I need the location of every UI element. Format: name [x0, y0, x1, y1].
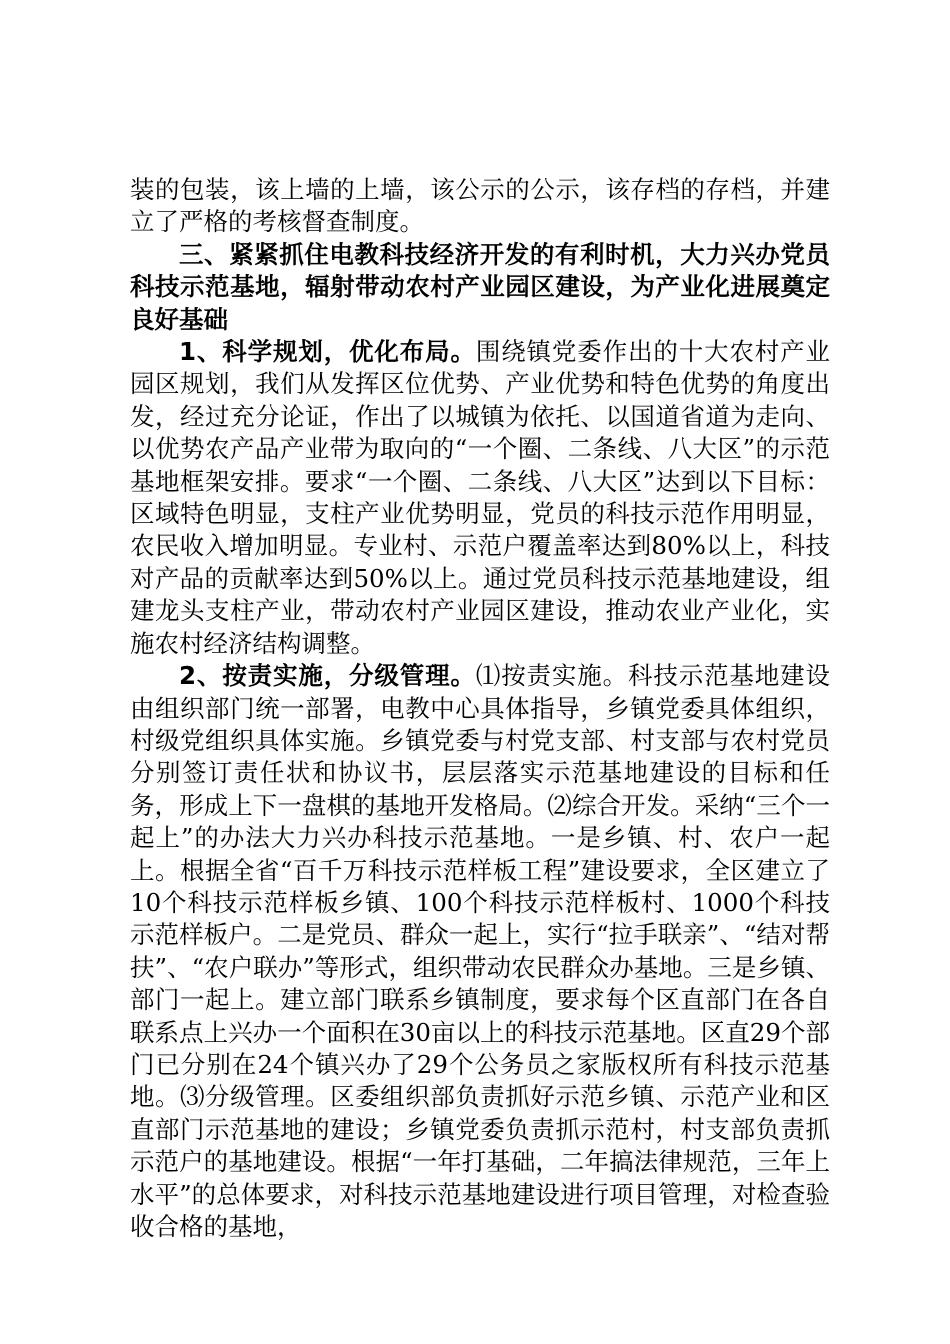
document-page [130, 174, 830, 1243]
paragraph-planning-lead: 1、科学规划，优化布局。 [179, 337, 476, 367]
paragraph-planning-body: 围绕镇党委作出的十大农村产业园区规划，我们从发挥区位优势、产业优势和特色优势的角度出发，经过充分论证，作出了以城镇为依托、以国道省道为走向、以优势农产品产业带为取向的“一个圈、二条线、八大区”的示范基地框架安排。要求“一个圈、二条线、八大区”达到以下目标：区域特色明显，支柱产业优势明显，党员的科技示范作用明显，农民收入增加明显。专业村、示范户覆盖率达到80%以上，科技对产品的贡献率达到50%以上。通过党员科技示范基地建设，组建龙头支柱产业，带动农村产业园区建设，推动农业产业化，实施农村经济结构调整。 [130, 337, 830, 658]
paragraph-planning [130, 336, 830, 660]
paragraph-management-lead: 2、按责实施，分级管理。 [179, 661, 476, 691]
paragraph-continuation: 装的包装，该上墙的上墙，该公示的公示，该存档的存档，并建立了严格的考核督查制度。 [130, 175, 830, 237]
paragraph-management [130, 660, 830, 1243]
paragraph-management-body: ⑴按责实施。科技示范基地建设由组织部门统一部署，电教中心具体指导，乡镇党委具体组织，村级党组织具体实施。乡镇党委与村党支部、村支部与农村党员分别签订责任状和协议书，层层落实示范基地建设的目标和任务，形成上下一盘棋的基地开发格局。⑵综合开发。采纳“三个一起上”的办法大力兴办科技示范基地。一是乡镇、村、农户一起上。根据全省“百千万科技示范样板工程”建设要求，全区建立了10个科技示范样板乡镇、100个科技示范样板村、1000个科技示范样板户。二是党员、群众一起上，实行“拉手联亲”、“结对帮扶”、“农户联办”等形式，组织带动农民群众办基地。三是乡镇、部门一起上。建立部门联系乡镇制度，要求每个区直部门在各自联系点上兴办一个面积在30亩以上的科技示范基地。区直29个部门已分别在24个镇兴办了29个公务员之家版权所有科技示范基地。⑶分级管理。区委组织部负责抓好示范乡镇、示范产业和区直部门示范基地的建设；乡镇党委负责抓示范村，村支部负责抓示范户的基地建设。根据“一年打基础，二年搞法律规范，三年上水平”的总体要求，对科技示范基地建设进行项目管理，对检查验收合格的基地， [130, 661, 830, 1241]
section-heading: 三、紧紧抓住电教科技经济开发的有利时机，大力兴办党员科技示范基地，辐射带动农村产业园区建设，为产业化进展奠定良好基础 [130, 239, 830, 334]
